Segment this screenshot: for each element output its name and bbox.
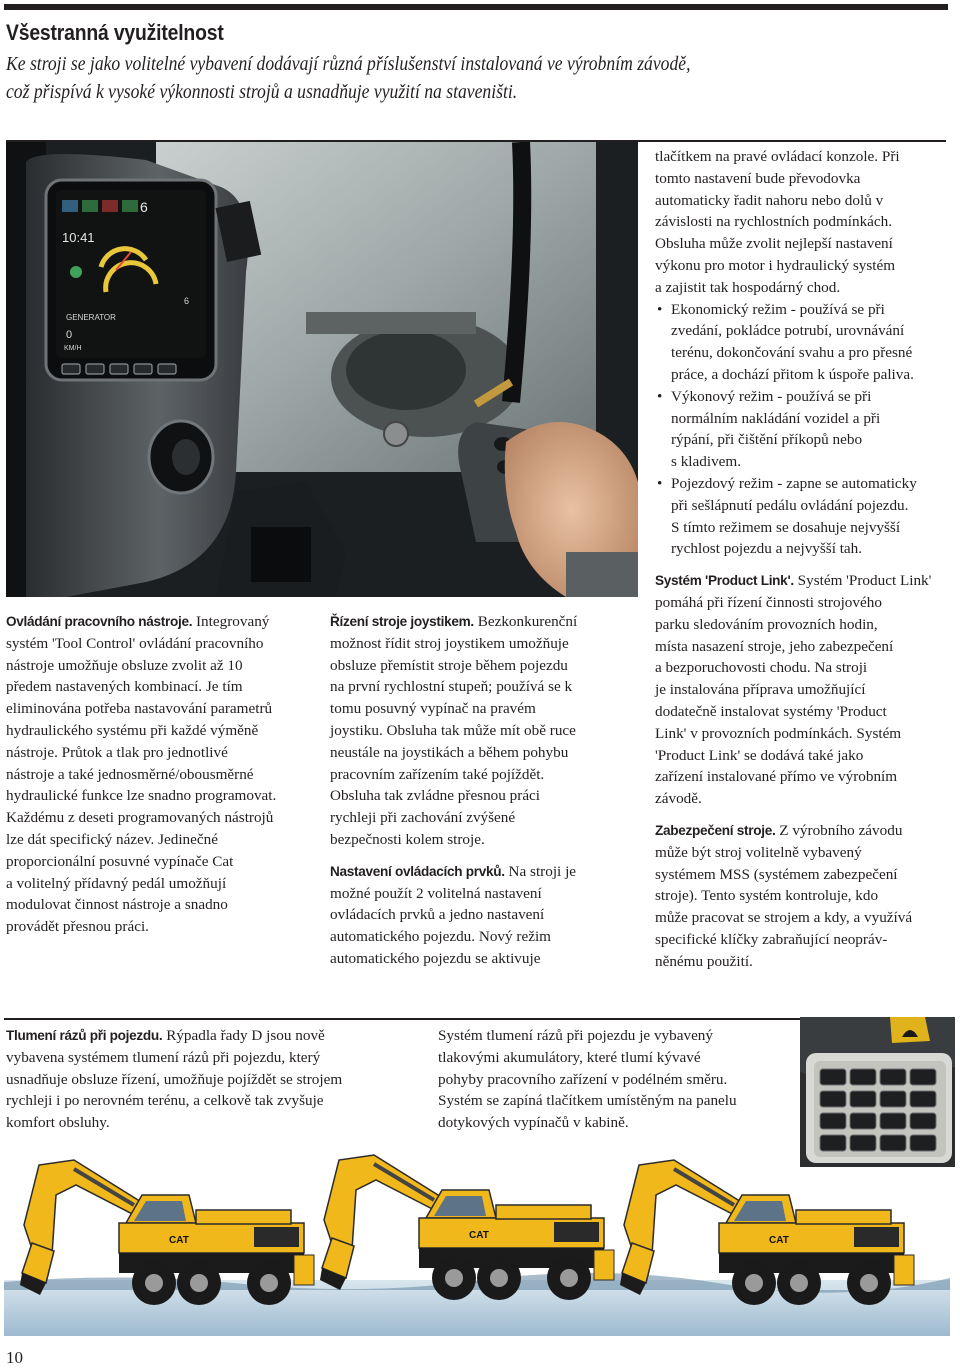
text-line: možné použít 2 volitelná nastavení [330,884,542,902]
text-line: usnadňuje obsluze řízení, umožňuje pojíždět se strojem [6,1070,343,1088]
text-line: závodě. [655,790,702,808]
text-line: tlačítkem na pravé ovládací konzole. Při [655,148,900,165]
intro-text [6,50,886,106]
text-line: komfort obsluhy. [6,1114,110,1132]
text-line: dotykových vypínačů v kabině. [438,1114,629,1132]
excavator-ride-illustration [4,1150,950,1340]
text-line: nástroje umožňuje obsluze zvolit až 10 [6,656,243,674]
column-joystick [330,611,640,970]
text-line: hydraulické funkce lze snadno programovat. [6,787,277,805]
text-line: Na stroji je [504,862,577,880]
text-line: tomto nastavení bude převodovka [655,169,861,187]
text-line: výkonu pro motor i hydraulický systém [655,256,896,274]
text-line: stroje). Tento systém kontroluje, kdo [655,887,879,905]
text-line: hydraulického systému při každé výměně [6,721,259,739]
text-line: a zajistit tak hospodárný chod. [655,278,841,296]
text-line: práce, a dochází přitom k úspoře paliva. [671,365,914,383]
section-rule [4,1018,824,1020]
text-line: může být stroj volitelně vybavený [655,843,862,861]
text-line: tlakovými akumulátory, které tlumí kývavé [438,1048,701,1066]
text-line: Bezkonkurenční [473,613,578,630]
text-line: systém 'Tool Control' ovládání pracovního [6,634,264,652]
text-line: Systém tlumení rázů při pojezdu je vybavený [438,1027,713,1044]
paragraph-machine-security [655,820,955,842]
lead-product-link: Systém 'Product Link'. [655,573,794,589]
text-line: systémem MSS (systémem zabezpečení [655,865,898,883]
column-tool-control [6,611,324,938]
text-line: pomáhá při řízení činnosti strojového [655,593,882,611]
display-time: 10:41 [62,230,95,245]
display-gear: 6 [140,199,148,215]
text-line: automatického pojezdu. Nový režim [330,928,551,946]
text-line: 'Product Link' se dodává také jako [655,746,864,764]
text-line: parku sledováním provozních hodin, [655,615,878,633]
text-line: terénu, dokončování svahu a pro přesné [671,344,913,362]
display-generator-label: GENERATOR [66,313,116,322]
text-line: na první rychlostní stupeň; používá se k [330,678,573,696]
intro-line: což přispívá k vysoké výkonnosti strojů a usnadňuje využití na staveništi. [6,81,518,103]
text-line: S tímto režimem se dosahuje nejvyšší [671,518,901,536]
text-line: vybavena systémem tlumení rázů při pojezdu, který [6,1048,321,1066]
text-line: Systém se zapíná tlačítkem umístěným na panelu [438,1092,737,1110]
text-line: joystiku. Obsluha tak může mít obě ruce [330,721,576,739]
text-line: bezpečnosti kolem stroje. [330,830,485,848]
text-line: ovládacích prvků a jedno nastavení [330,906,545,924]
lead-joystick: Řízení stroje joystikem. [330,614,474,629]
text-line: Systém 'Product Link' [793,572,932,590]
text-line: Obsluha tak zvládne přesnou práci [330,787,541,805]
text-line: • Ekonomický režim - používá se při [671,300,885,318]
text-line: automatického pojezdu se aktivuje [330,949,541,967]
text-line: specifické klíčky zabraňující neopráv- [655,930,888,948]
text-line: při sešlápnutí pedálu ovládání pojezdu. [671,496,909,514]
text-line: předem nastavených kombinací. Je tím [6,678,243,696]
text-line: pohyby pracovního zařízení v podélném směru. [438,1070,728,1088]
text-line: lze dát specifický název. Jedinečné [6,830,218,848]
excavator-2 [320,1155,614,1300]
display-tick: 6 [184,296,190,306]
text-line: Link' v provozních podmínkách. Systém [655,724,902,742]
text-line: automaticky řadit nahoru nebo dolů v [655,191,884,209]
text-line: • Pojezdový režim - zapne se automaticky [671,474,917,492]
paragraph-joystick [330,611,640,633]
intro-line: Ke stroji se jako volitelné vybavení dodávají různá příslušenství instalovaná ve výrobním závodě, [6,53,691,75]
text-line: s kladivem. [671,453,742,471]
lead-control-settings: Nastavení ovládacích prvků. [330,863,505,879]
lead-machine-security: Zabezpečení stroje. [655,822,776,838]
text-line: neustále na joystikách a během pohybu [330,743,569,761]
list-item-power-mode [655,386,955,473]
text-line: tomu posuvný vypínač na pravém [330,700,536,718]
text-line: eliminována potřeba nastavování parametrů [6,700,273,718]
ride-control-intro [6,1025,426,1134]
text-line: místa nasazení stroje, jeho zabezpečení [655,637,894,655]
cab-joystick-photo [6,142,638,597]
text-line: může pracovat se strojem a kdy, a využívá [655,909,913,927]
text-line: rýpání, při čištění příkopů nebo [671,431,863,449]
mode-list [655,299,955,561]
text-line: zvedání, pokládce potrubí, urovnávání [671,322,905,340]
text-line: Z výrobního závodu [775,821,903,839]
text-line: provádět přesnou práci. [6,918,149,936]
lead-ride-control: Tlumení rázů při pojezdu. [6,1028,163,1043]
display-speed-unit: KM/H [64,345,82,352]
text-line: rychleji i po nerovném terénu, a celkově tak zvyšuje [6,1092,324,1110]
text-line: Rýpadla řady D jsou nově [162,1027,325,1044]
paragraph-control-settings [330,861,640,883]
top-rule [4,4,948,10]
text-line: • Výkonový režim - používá se při [671,387,872,405]
text-line: dodatečně instalovat systémy 'Product [655,702,887,720]
text-line: modulovat činnost nástroje a snadno [6,896,228,914]
text-line: něnému použití. [655,952,753,970]
page-heading: Všestranná využitelnost [6,20,224,45]
text-line: je instalována příprava umožňující [655,681,866,699]
text-line: zařízení instalované přímo ve výrobním [655,768,898,786]
lead-tool-control: Ovládání pracovního nástroje. [6,614,193,629]
paragraph-ride-control [6,1025,426,1047]
list-item-economy-mode [655,299,955,386]
display-speed: 0 [66,329,73,341]
text-line: a bezporuchovosti chodu. Na stroji [655,659,868,677]
paragraph-product-link [655,570,955,592]
text-line: nástroje a také jednosměrné/obousměrné [6,765,254,783]
text-line: Obsluha může zvolit nejlepší nastavení [655,235,893,253]
text-line: Integrovaný [192,613,270,630]
text-line: normálním nakládání vozidel a při [671,409,881,427]
text-line: nástroje. Průtok a tlak pro jednotlivé [6,743,228,761]
text-line: možnost řídit stroj joystikem umožňuje [330,634,569,652]
ride-control-detail [438,1025,798,1134]
text-line: závislosti na rychlostních podmínkách. [655,213,893,231]
list-item-travel-mode [655,473,955,560]
paragraph-tool-control [6,611,324,633]
text-line: proporcionální posuvné vypínače Cat [6,852,234,870]
text-line: a volitelný přídavný pedál umožňují [6,874,227,892]
text-line: rychleji při zachování zvýšené [330,809,516,827]
text-line: rychlost pojezdu a nejvyšší tah. [671,540,863,558]
text-line: pracovním zařízením také pojíždět. [330,765,545,783]
text-line: Každému z deseti programovaných nástrojů [6,809,274,827]
switch-panel-photo [800,1017,955,1167]
text-line: obsluze přemístit stroje během pojezdu [330,656,568,674]
page-number: 10 [6,1348,23,1367]
column-modes [655,146,955,972]
